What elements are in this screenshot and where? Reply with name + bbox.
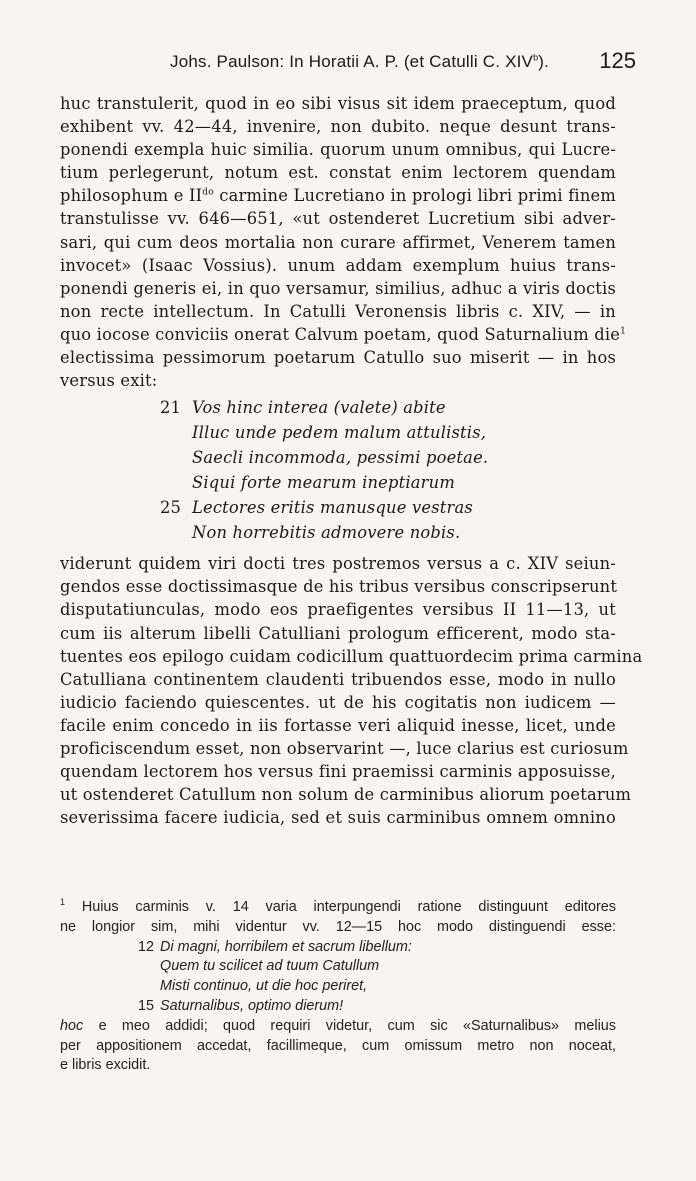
text-line: Catulliana continentem claudenti tribuendos esse, modo in nullo	[60, 669, 616, 689]
running-title	[170, 52, 549, 72]
page-number: 125	[599, 48, 636, 73]
text-line: non recte intellectum. In Catulli Veronensis libris c. XIV, — in	[60, 301, 616, 321]
verse-text: Vos hinc interea (valete) abite	[192, 398, 446, 418]
footnote-marker: 1	[60, 897, 66, 908]
footnote-text: e meo addidi; quod requiri videtur, cum sic «Saturnalibus» melius	[83, 1017, 616, 1034]
footnote	[60, 898, 616, 1076]
verse-line	[60, 521, 616, 546]
verse-text: Di magni, horribilem et sacrum libellum:	[160, 938, 412, 955]
footnote-ref: 1	[620, 326, 627, 337]
footnote-verse	[60, 938, 616, 958]
verse-line	[60, 496, 616, 521]
text-line: severissima facere iudicia, sed et suis carminibus omnem omnino	[60, 808, 616, 828]
main-text	[60, 92, 643, 829]
verse-text: Non horrebitis admovere nobis.	[192, 523, 461, 543]
running-title-text: Johs. Paulson: In Horatii A. P. (et Catulli C. XIV	[170, 52, 534, 71]
verse-text: Quem tu scilicet ad tuum Catullum	[160, 958, 380, 975]
running-title-end: ).	[538, 52, 550, 71]
text-line: exhibent vv. 42—44, invenire, non dubito. neque desunt trans-	[60, 117, 616, 137]
text-segment: quo iocose conviciis onerat Calvum poetam, quod Saturnalium die	[60, 324, 621, 344]
text-line: ponendi exempla huic similia. quorum unum omnibus, qui Lucre-	[60, 140, 616, 160]
footnote-line	[60, 1017, 616, 1037]
footnote-line	[60, 898, 616, 918]
text-line: transtulisse vv. 646—651, «ut ostenderet Lucretium sibi adver-	[60, 209, 616, 229]
verse-line	[60, 396, 616, 421]
text-line	[60, 323, 627, 346]
footnote-text: Huius carminis v. 14 varia interpungendi ratione distinguunt editores	[65, 899, 616, 915]
text-line	[60, 184, 616, 207]
text-line: huc transtulerit, quod in eo sibi visus sit idem praeceptum, quod	[60, 94, 616, 113]
text-line: sari, qui cum deos mortalia non curare affirmet, Venerem tamen	[60, 232, 616, 252]
footnote-verse	[60, 957, 616, 977]
footnote-line: ne longior sim, mihi videntur vv. 12—15 hoc modo distinguendi esse:	[60, 918, 616, 935]
verse-text: Misti continuo, ut die hoc periret,	[160, 978, 368, 995]
verse-text: Saturnalibus, optimo dierum!	[160, 997, 344, 1014]
verse-number: 21	[160, 398, 182, 418]
verse-block	[60, 396, 616, 546]
footnote-verse	[60, 977, 616, 997]
footnote-verse	[60, 997, 616, 1017]
text-segment: carmine Lucretiano in prologi libri primi finem	[213, 186, 616, 206]
text-line: ut ostenderet Catullum non solum de carminibus aliorum poetarum	[60, 785, 632, 805]
text-line: facile enim concedo in iis fortasse veri aliquid inesse, licet, unde	[60, 715, 616, 735]
footnote-line: e libris excidit.	[60, 1057, 151, 1074]
text-line: electissima pessimorum poetarum Catullo suo miserit — in hos	[60, 348, 616, 368]
text-line: versus exit:	[60, 371, 158, 391]
text-line: quendam lectorem hos versus fini praemissi carminis apposuisse,	[60, 762, 616, 782]
running-title-sup: b	[533, 52, 539, 63]
text-line: cum iis alterum libelli Catulliani prologum efficerent, modo sta-	[60, 623, 616, 643]
verse-line	[60, 446, 616, 471]
text-line: gendos esse doctissimasque de his tribus versibus conscripserunt	[60, 577, 618, 597]
verse-text: Saecli incommoda, pessimi poetae.	[192, 448, 489, 468]
footnote-italic-word: hoc	[60, 1017, 84, 1034]
verse-text: Illuc unde pedem malum attulistis,	[192, 423, 487, 443]
text-line: tuentes eos epilogo cuidam codicillum quattuordecim prima carmina	[60, 646, 643, 666]
text-line: invocet» (Isaac Vossius). unum addam exemplum huius trans-	[60, 255, 616, 275]
superscript: do	[202, 187, 214, 198]
footnote-line: per appositionem accedat, facillimeque, cum omissum metro non noceat,	[60, 1037, 616, 1054]
text-line: ponendi generis ei, in quo versamur, similius, adhuc a viris doctis	[60, 278, 616, 298]
verse-number: 12	[138, 938, 155, 955]
verse-line	[60, 421, 616, 446]
verse-text: Siqui forte mearum ineptiarum	[192, 473, 455, 493]
text-line: tium perlegerunt, notum est. constat enim lectorem quendam	[60, 163, 616, 183]
verse-number: 25	[160, 498, 182, 518]
text-line: proficiscendum esset, non observarint —, luce clarius est curiosum	[60, 738, 629, 758]
text-line: disputatiunculas, modo eos praefigentes versibus II 11—13, ut	[60, 600, 616, 620]
text-line: iudicio faciendo quiescentes. ut de his cogitatis non iudicem —	[60, 692, 616, 712]
verse-number: 15	[138, 997, 155, 1014]
verse-line	[60, 471, 616, 496]
text-line: viderunt quidem viri docti tres postremos versus a c. XIV seiun-	[60, 554, 616, 574]
verse-text: Lectores eritis manusque vestras	[192, 498, 473, 518]
running-header	[60, 48, 636, 78]
text-segment: philosophum e II	[60, 186, 203, 206]
